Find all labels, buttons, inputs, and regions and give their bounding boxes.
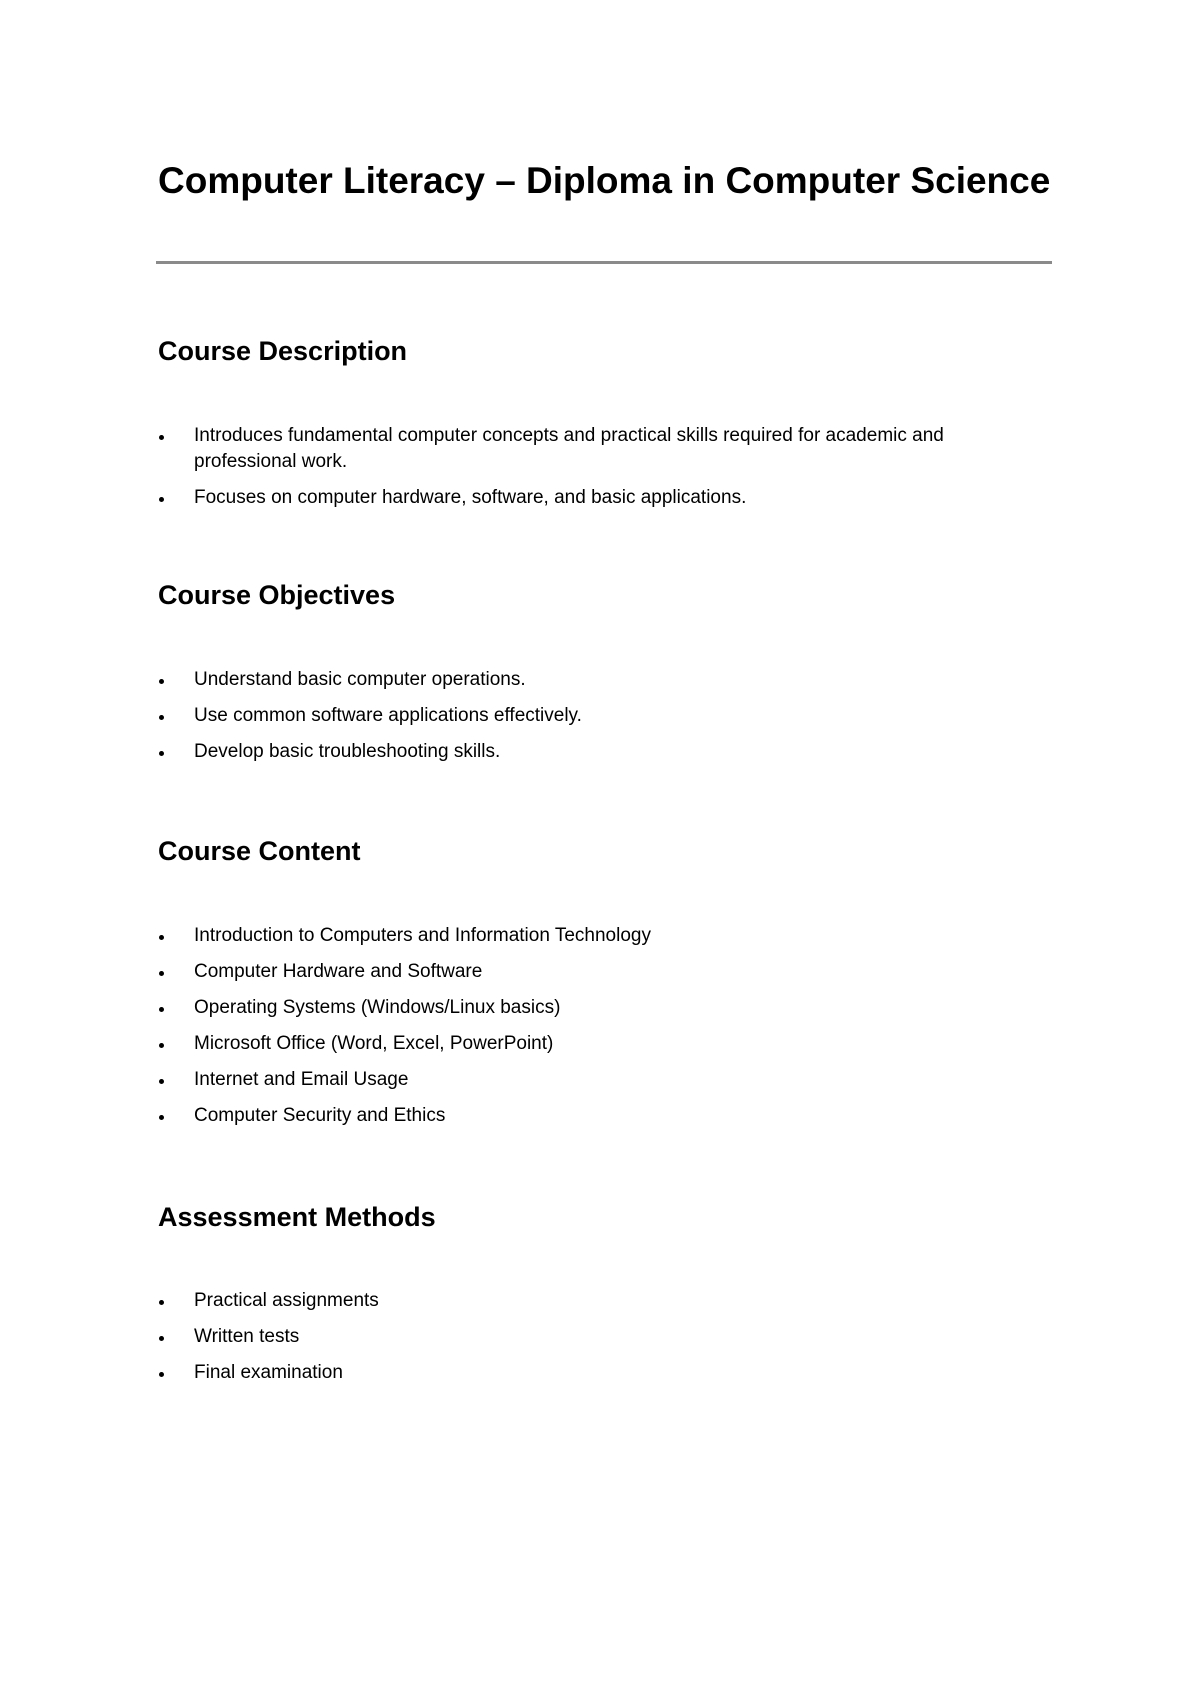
list-item xyxy=(158,1031,1018,1057)
bullet-icon xyxy=(159,435,164,440)
section-heading-assessment-methods: Assessment Methods xyxy=(158,1202,436,1232)
list-item xyxy=(158,1067,1018,1093)
list-item-text: Introduces fundamental computer concepts and practical skills required for academic and professional work. xyxy=(194,425,944,472)
list-item xyxy=(158,739,1018,765)
list-item-text: Microsoft Office (Word, Excel, PowerPoint) xyxy=(194,1033,554,1054)
list-item xyxy=(158,1288,1018,1314)
bullet-icon xyxy=(159,1079,164,1084)
list-item xyxy=(158,667,1018,693)
title-divider xyxy=(156,261,1052,264)
section-heading-course-description: Course Description xyxy=(158,336,408,366)
list-item xyxy=(158,1360,1018,1386)
list-item-text: Internet and Email Usage xyxy=(194,1069,409,1090)
list-item-text: Written tests xyxy=(194,1326,300,1347)
section-heading-course-objectives: Course Objectives xyxy=(158,580,396,610)
list-item xyxy=(158,1103,1018,1129)
list-item xyxy=(158,1324,1018,1350)
list-item xyxy=(158,703,1018,729)
list-item-text: Develop basic troubleshooting skills. xyxy=(194,741,501,762)
document-title: Computer Literacy – Diploma in Computer Science xyxy=(158,160,1051,201)
list-item xyxy=(158,485,1018,511)
bullet-icon xyxy=(159,1043,164,1048)
list-item-text: Computer Hardware and Software xyxy=(194,961,483,982)
bullet-icon xyxy=(159,751,164,756)
list-item-text: Focuses on computer hardware, software, and basic applications. xyxy=(194,487,747,508)
list-item xyxy=(158,995,1018,1021)
list-item xyxy=(158,959,1018,985)
list-item xyxy=(158,923,1018,949)
list-item-text: Introduction to Computers and Information Technology xyxy=(194,925,651,946)
bullet-icon xyxy=(159,935,164,940)
list-item-text: Operating Systems (Windows/Linux basics) xyxy=(194,997,561,1018)
bullet-icon xyxy=(159,679,164,684)
bullet-icon xyxy=(159,497,164,502)
bullet-icon xyxy=(159,715,164,720)
section-heading-course-content: Course Content xyxy=(158,836,361,866)
assessment-methods-list xyxy=(158,1288,1018,1396)
bullet-icon xyxy=(159,1115,164,1120)
list-item-text: Final examination xyxy=(194,1362,343,1383)
bullet-icon xyxy=(159,1336,164,1341)
list-item-text: Practical assignments xyxy=(194,1290,379,1311)
list-item-text: Computer Security and Ethics xyxy=(194,1105,446,1126)
bullet-icon xyxy=(159,1372,164,1377)
list-item-text: Understand basic computer operations. xyxy=(194,669,526,690)
list-item-text: Use common software applications effectively. xyxy=(194,705,582,726)
course-description-list xyxy=(158,423,1018,521)
course-content-list xyxy=(158,923,1018,1139)
bullet-icon xyxy=(159,1300,164,1305)
bullet-icon xyxy=(159,1007,164,1012)
list-item xyxy=(158,423,1018,475)
bullet-icon xyxy=(159,971,164,976)
course-objectives-list xyxy=(158,667,1018,775)
